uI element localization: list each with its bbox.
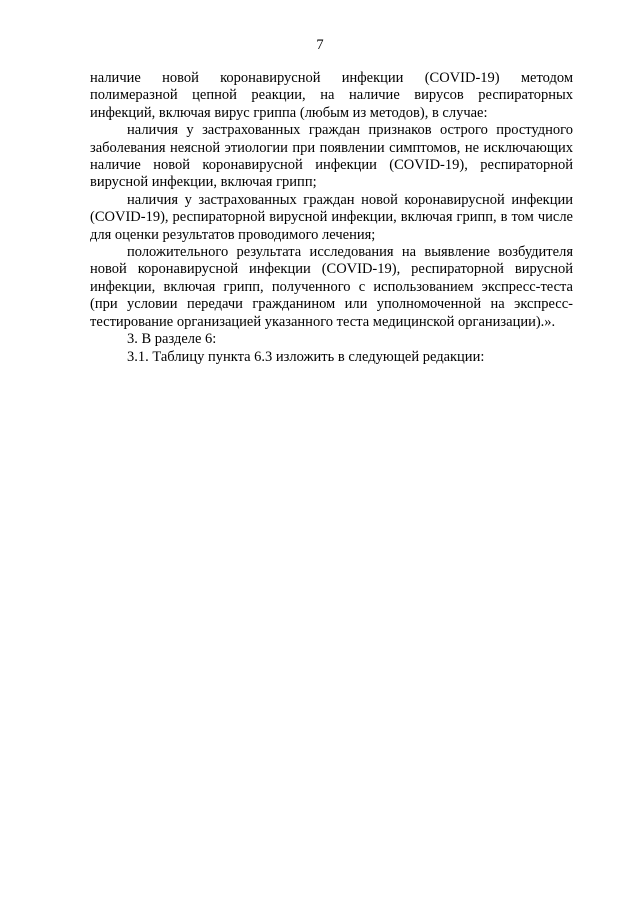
paragraph-infection-case: наличия у застрахованных граждан новой коронавирусной инфекции (COVID-19), респираторной вирусной инфекции, включая грипп, в том числе для оценки результатов проводимого лечения; — [90, 191, 573, 243]
document-body — [90, 70, 573, 366]
paragraph-table-6-3: 3.1. Таблицу пункта 6.3 изложить в следующей редакции: — [127, 348, 485, 365]
paragraph-express-test-case: положительного результата исследования на выявление возбудителя новой коронавирусной инфекции (COVID-19), респираторной вирусной инфекции, включая грипп, полученного с использованием экспресс-теста (при условии передачи гражданином или уполномоченной на экспресс-тестирование организацией указанного теста медицинской организации).». — [90, 244, 573, 330]
paragraph-pcr-testing: наличие новой коронавирусной инфекции (COVID-19) методом полимеразной цепной реакции, на наличие вирусов респираторных инфекций, включая вирус гриппа (любым из методов), в случае: — [90, 70, 573, 121]
paragraph-symptoms-case: наличия у застрахованных граждан признаков острого простудного заболевания неясной этиологии при появлении симптомов, не исключающих наличие новой коронавирусной инфекции (COVID-19), респираторной вирусной инфекции, включая грипп; — [90, 122, 573, 191]
paragraph-section-6: 3. В разделе 6: — [127, 331, 217, 348]
page-number: 7 — [316, 37, 324, 53]
